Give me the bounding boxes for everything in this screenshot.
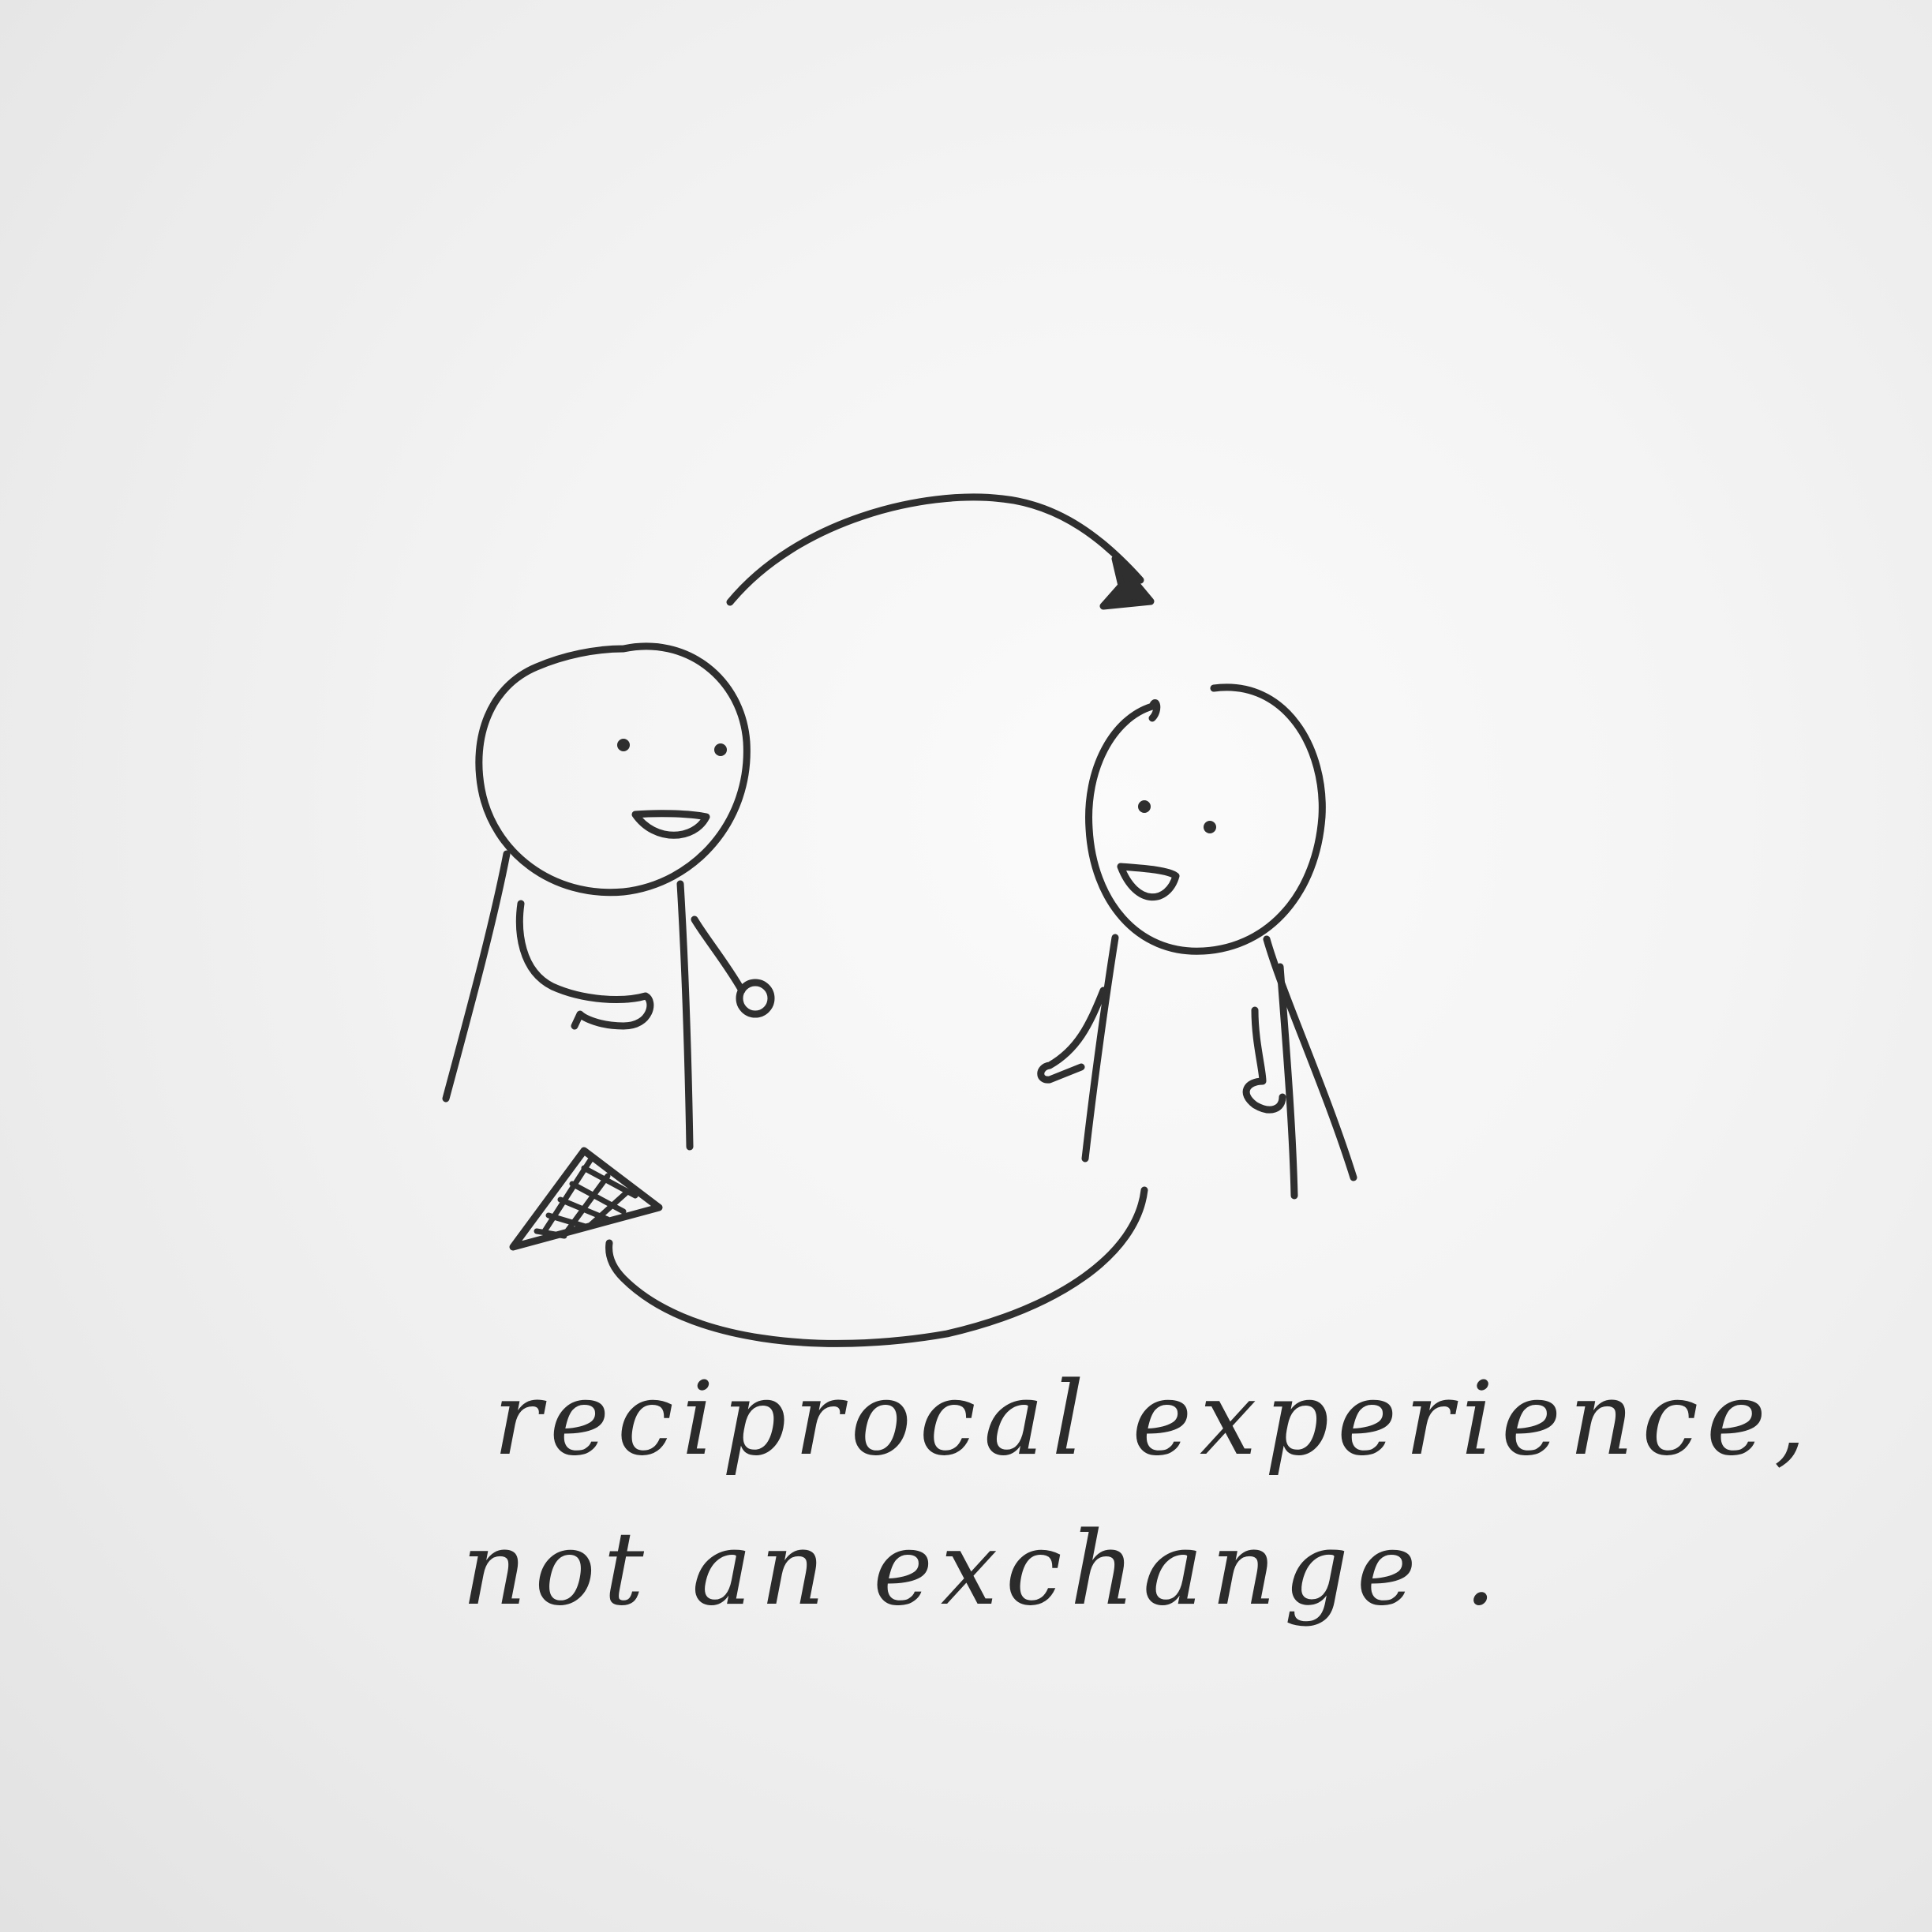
person-left-icon (446, 646, 771, 1147)
caption-line-2: not an exchange . (462, 1511, 1504, 1628)
arrow-top-icon (730, 497, 1151, 606)
arrow-bottom-icon (513, 1151, 1144, 1343)
caption-line-1: reciprocal experience, (493, 1361, 1814, 1478)
person-right-icon (1041, 687, 1354, 1196)
